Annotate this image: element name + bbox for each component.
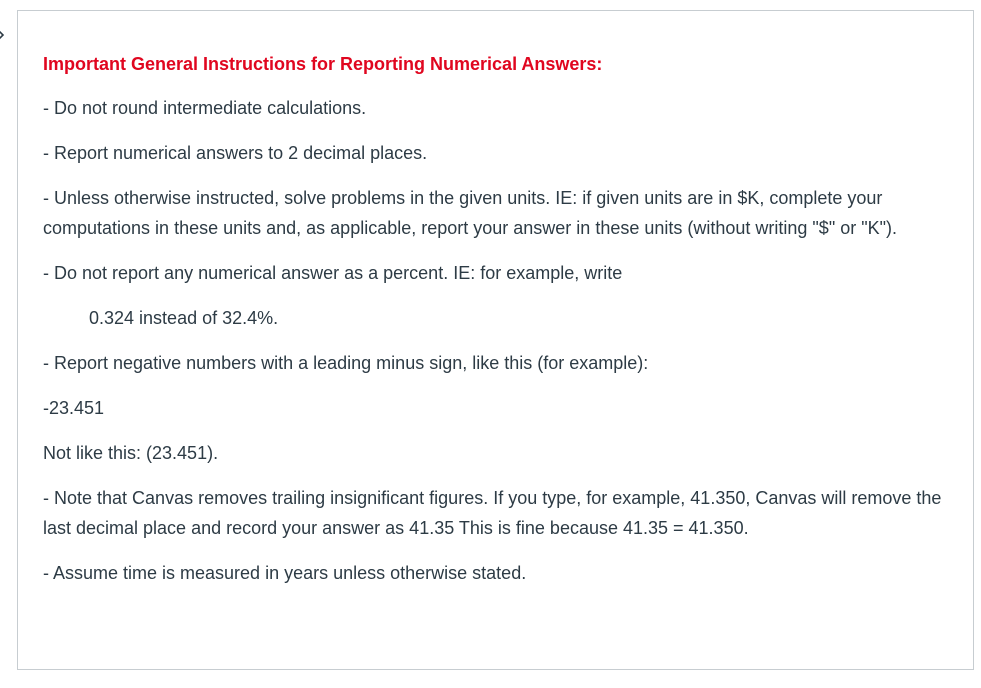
instruction-trailing-figures: - Note that Canvas removes trailing insignificant figures. If you type, for example, 41.350, Canvas will remove the last decimal place and record your answer as 41.35 This is fine because 41.35 = 41.350. [43, 488, 942, 538]
instruction-percent-example: 0.324 instead of 32.4%. [89, 308, 279, 328]
instructions-content [43, 49, 943, 603]
instruction-negative-counterexample: Not like this: (23.451). [43, 443, 219, 463]
instruction-negative-numbers: - Report negative numbers with a leading minus sign, like this (for example): [43, 353, 649, 373]
instruction-decimal-places: - Report numerical answers to 2 decimal places. [43, 143, 428, 163]
instruction-no-rounding: - Do not round intermediate calculations. [43, 98, 367, 118]
instruction-time-units: - Assume time is measured in years unless otherwise stated. [43, 563, 527, 583]
instruction-units: - Unless otherwise instructed, solve problems in the given units. IE: if given units are in $K, complete your computations in these units and, as applicable, report your answer in these units (without writing "$" or "K"). [43, 188, 897, 238]
instruction-negative-example: -23.451 [43, 398, 105, 418]
instruction-no-percent: - Do not report any numerical answer as a percent. IE: for example, write [43, 263, 623, 283]
instructions-title: Important General Instructions for Reporting Numerical Answers: [43, 54, 603, 74]
chevron-right-icon[interactable] [0, 26, 6, 44]
instructions-panel [17, 10, 974, 670]
